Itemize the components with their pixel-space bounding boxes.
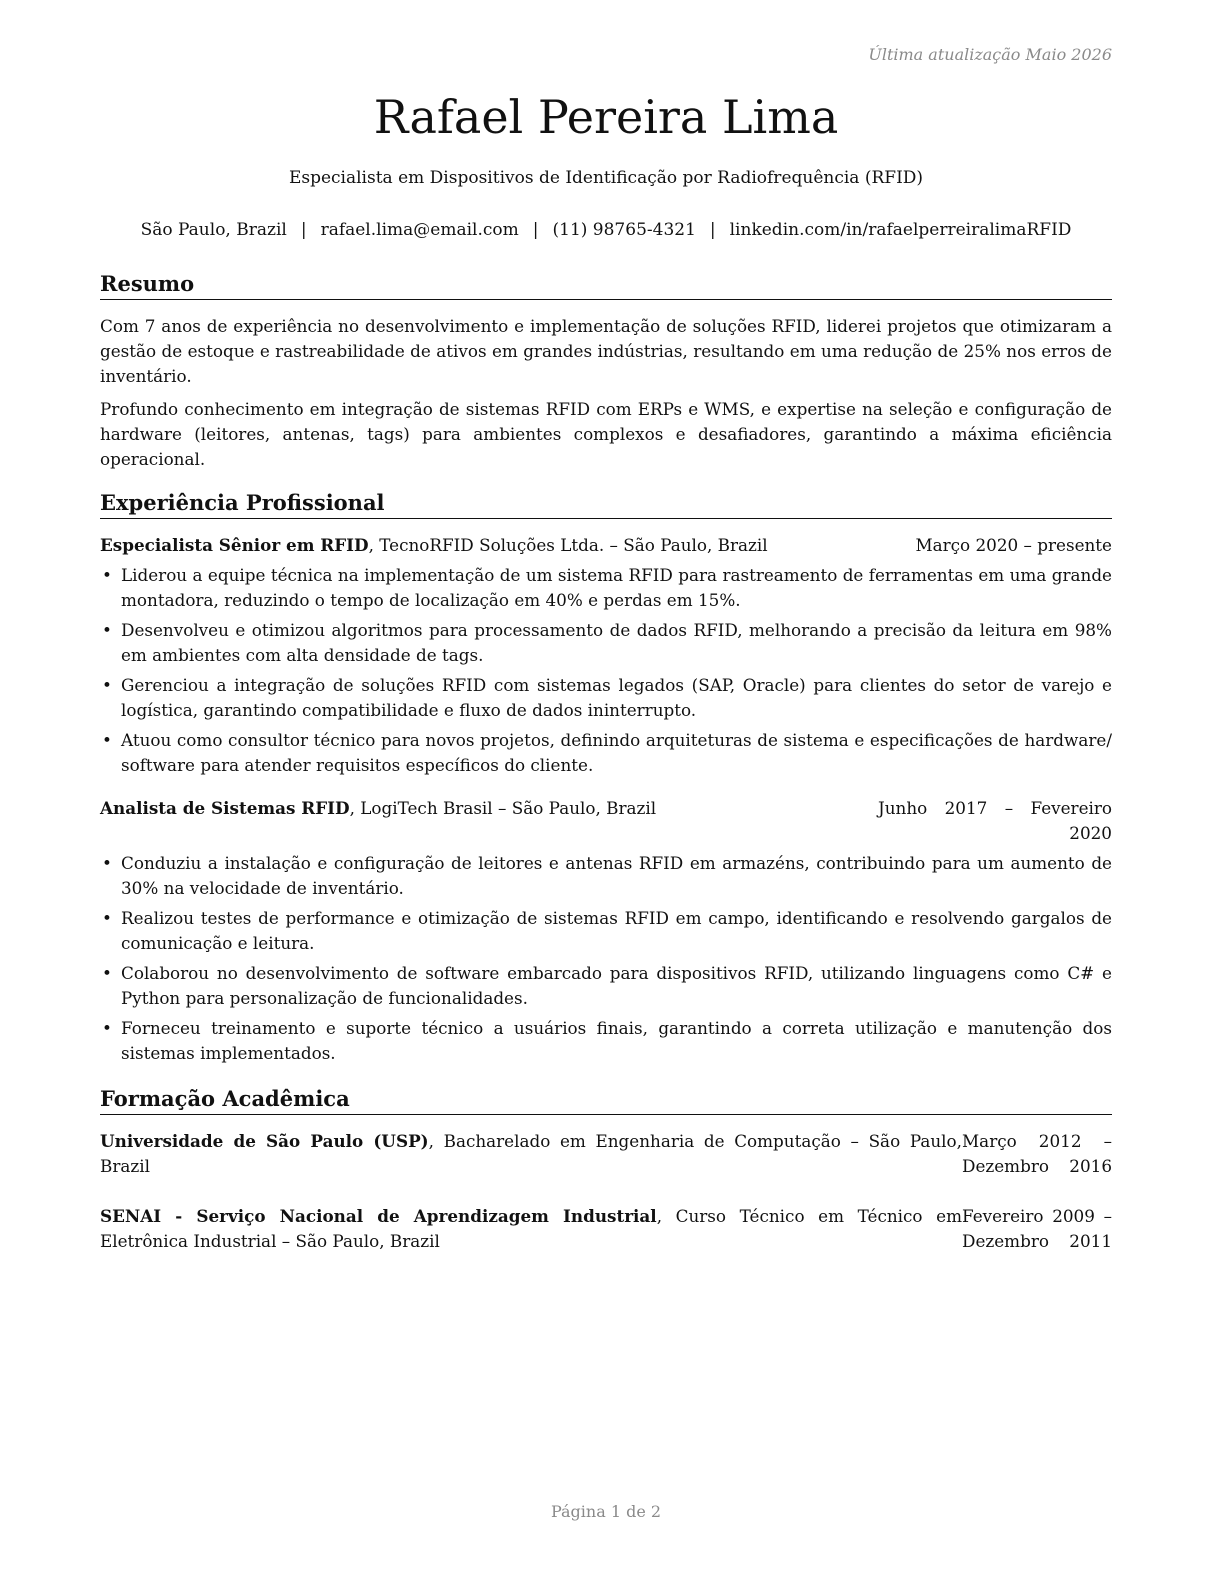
experience-section — [100, 489, 1112, 1071]
candidate-name: Rafael Pereira Lima — [373, 90, 839, 144]
section-title-experience: Experiência Profissional — [100, 489, 1112, 519]
education-section — [100, 1085, 1112, 1254]
contact-email[interactable]: rafael.lima@email.com — [320, 220, 519, 240]
page-number: Página 1 de 2 — [550, 1502, 662, 1521]
list-item: • Realizou testes de performance e otimização de sistemas RFID em campo, identificando e resolvendo gargalos de comunicação e leitura. — [102, 908, 1112, 953]
bullet-icon: • — [102, 963, 112, 983]
job-header — [100, 796, 1112, 846]
education-detail: , Curso Técnico em Técnico em Eletrônica Industrial – São Paulo, Brazil — [100, 1206, 962, 1251]
education-detail: , Bacharelado em Engenharia de Computação – São Paulo, Brazil — [100, 1131, 962, 1176]
bullet-icon: • — [102, 1018, 112, 1038]
job-company: , TecnoRFID Soluções Ltda. – São Paulo, Brazil — [368, 535, 768, 555]
education-entry — [100, 1204, 1112, 1254]
last-updated: Última atualização Maio 2026 — [868, 45, 1112, 64]
contact-location: São Paulo, Brazil — [140, 220, 287, 240]
list-item: • Liderou a equipe técnica na implementação de um sistema RFID para rastreamento de ferramentas em uma grande montadora, reduzindo o tempo de localização em 40% e perdas em 15%. — [102, 565, 1112, 610]
job-role: Especialista Sênior em RFID — [100, 535, 369, 555]
job-bullets — [100, 851, 1112, 1066]
list-item: • Colaborou no desenvolvimento de software embarcado para dispositivos RFID, utilizando linguagens como C# e Python para personalização de funcionalidades. — [102, 963, 1112, 1008]
contact-separator: | — [709, 220, 716, 240]
section-title-summary: Resumo — [100, 270, 1112, 300]
list-item: • Gerenciou a integração de soluções RFID com sistemas legados (SAP, Oracle) para clientes do setor de varejo e logística, garantindo compatibilidade e fluxo de dados ininterrupto. — [102, 675, 1112, 720]
list-item: • Atuou como consultor técnico para novos projetos, definindo arquiteturas de sistema e especificações de hardware/ software para atender requisitos específicos do cliente. — [102, 730, 1112, 775]
bullet-icon: • — [102, 730, 112, 750]
job-entry — [100, 796, 1112, 1066]
bullet-icon: • — [102, 853, 112, 873]
education-dates: Fevereiro 2009 – Dezembro 2011 — [962, 1206, 1112, 1251]
contact-line — [100, 220, 1112, 240]
bullet-icon: • — [102, 565, 112, 585]
summary-section — [100, 270, 1112, 472]
summary-paragraph: Profundo conhecimento em integração de sistemas RFID com ERPs e WMS, e expertise na seleção e configuração de hardware (leitores, antenas, tags) para ambientes complexos e desafiadores, garantindo a máxima eficiência operacional. — [100, 399, 1112, 469]
education-dates: Março 2012 – Dezembro 2016 — [962, 1131, 1112, 1176]
job-dates: Março 2020 – presente — [915, 535, 1112, 555]
education-institution: Universidade de São Paulo (USP) — [100, 1131, 429, 1151]
list-item: • Desenvolveu e otimizou algoritmos para processamento de dados RFID, melhorando a precisão da leitura em 98% em ambientes com alta densidade de tags. — [102, 620, 1112, 665]
contact-separator: | — [300, 220, 307, 240]
list-item: • Forneceu treinamento e suporte técnico a usuários finais, garantindo a correta utilização e manutenção dos sistemas implementados. — [102, 1018, 1112, 1063]
resume-page — [100, 0, 1112, 1584]
contact-linkedin[interactable]: linkedin.com/in/rafaelperreiralimaRFID — [729, 220, 1072, 240]
job-company: , LogiTech Brasil – São Paulo, Brazil — [349, 798, 657, 818]
job-bullets — [100, 563, 1112, 778]
bullet-icon: • — [102, 675, 112, 695]
job-role: Analista de Sistemas RFID — [100, 798, 350, 818]
list-item: • Conduziu a instalação e configuração de leitores e antenas RFID em armazéns, contribuindo para um aumento de 30% na velocidade de inventário. — [102, 853, 1112, 898]
summary-paragraph: Com 7 anos de experiência no desenvolvimento e implementação de soluções RFID, liderei projetos que otimizaram a gestão de estoque e rastreabilidade de ativos em grandes indústrias, resultando em uma redução de 25% nos erros de inventário. — [100, 316, 1112, 386]
section-title-education: Formação Acadêmica — [100, 1085, 1112, 1115]
job-header — [100, 533, 1112, 558]
bullet-icon: • — [102, 620, 112, 640]
contact-phone: (11) 98765-4321 — [552, 220, 696, 240]
job-entry — [100, 533, 1112, 778]
candidate-subtitle: Especialista em Dispositivos de Identificação por Radiofrequência (RFID) — [288, 168, 924, 188]
contact-separator: | — [532, 220, 539, 240]
bullet-icon: • — [102, 908, 112, 928]
education-entry — [100, 1129, 1112, 1179]
job-dates: Junho 2017 – Fevereiro 2020 — [878, 798, 1112, 843]
education-institution: SENAI - Serviço Nacional de Aprendizagem Industrial — [100, 1206, 657, 1226]
